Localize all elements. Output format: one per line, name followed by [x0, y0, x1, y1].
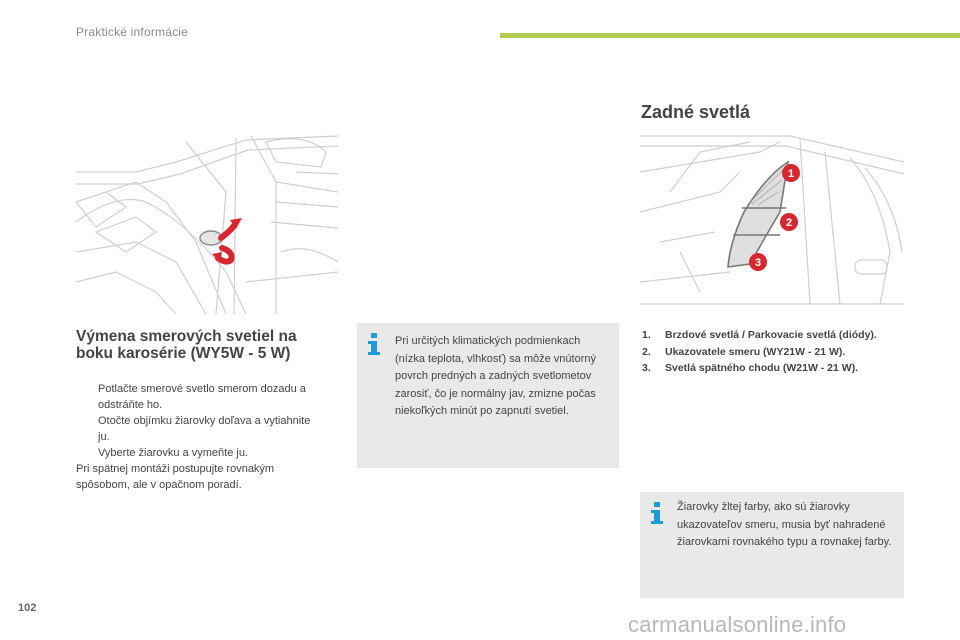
callout-label: 2: [785, 217, 793, 229]
info-icon: [650, 502, 664, 524]
rear-lights-legend: [642, 327, 902, 377]
info-text: Žiarovky žltej farby, ako sú žiarovky ukazovateľov smeru, musia byť nahradené žiarovkami rovnakého typu a rovnakej farby.: [677, 501, 892, 548]
list-item: Vyberte žiarovku a vymeňte ju.: [98, 447, 248, 459]
info-text: Pri určitých klimatických podmienkach (nízka teplota, vlhkosť) sa môže vnútorný povrch predných a zadných svetlometov zarosiť, čo je normálny jav, zmizne počas niekoľkých minút po zapnutí svetiel.: [395, 335, 596, 417]
side-indicator-illustration: [76, 132, 338, 314]
item-number: 1.: [642, 329, 651, 341]
list-item: 3. Svetlá spätného chodu (W21W - 21 W).: [642, 360, 902, 377]
callout-label: 1: [787, 168, 795, 180]
list-item: Otočte objímku žiarovky doľava a vytiahnite ju.: [98, 415, 311, 443]
callout-2: [780, 213, 798, 231]
header-accent-bar: [500, 33, 960, 38]
info-box-amber-bulbs: [640, 492, 904, 598]
callout-1: [782, 164, 800, 182]
info-icon: [367, 333, 381, 355]
left-heading: Výmena smerových svetiel na boku karosérie (WY5W - 5 W): [76, 328, 297, 362]
callout-label: 3: [754, 257, 762, 269]
watermark: carmanualsonline.info: [628, 612, 847, 637]
info-box-condensation: [357, 323, 619, 468]
item-number: 3.: [642, 362, 651, 374]
page-number: 102: [18, 602, 37, 614]
section-title: Praktické informácie: [76, 25, 189, 39]
bulb-replacement-steps: [76, 381, 316, 493]
list-item: 2. Ukazovatele smeru (WY21W - 21 W).: [642, 344, 902, 361]
callout-3: [749, 253, 767, 271]
list-item: Potlačte smerové svetlo smerom dozadu a odstráňte ho.: [98, 383, 306, 411]
item-number: 2.: [642, 345, 651, 358]
rear-light-illustration: [640, 132, 904, 312]
list-item: 1. Brzdové svetlá / Parkovacie svetlá (diódy).: [642, 327, 902, 344]
right-heading: Zadné svetlá: [641, 102, 751, 122]
reassembly-note: Pri spätnej montáži postupujte rovnakým spôsobom, ale v opačnom poradí.: [76, 463, 275, 491]
